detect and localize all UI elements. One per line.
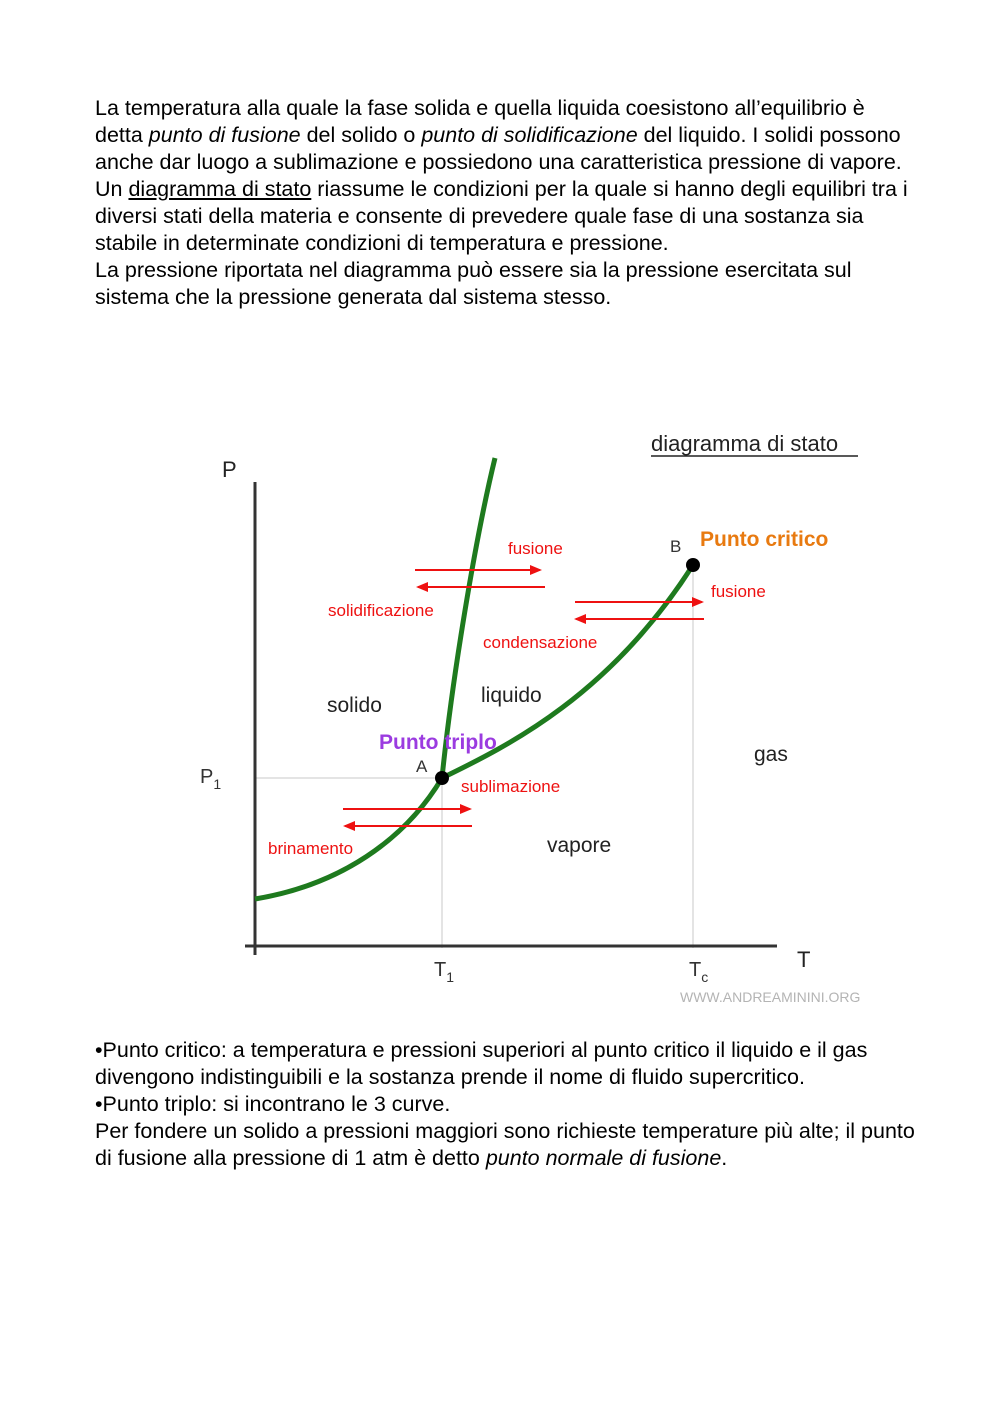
label-sublimazione: sublimazione <box>461 777 561 796</box>
fusion-curve <box>442 458 495 778</box>
term-punto-di-solidificazione: punto di solidificazione <box>421 123 638 147</box>
region-solid-label: solido <box>327 694 382 717</box>
region-gas-label: gas <box>754 743 788 766</box>
paragraph-melting-point <box>95 95 915 176</box>
region-liquid-label: liquido <box>481 684 542 707</box>
notes-text <box>95 1037 915 1172</box>
term-diagramma-di-stato: diagramma di stato <box>128 177 312 201</box>
paragraph-normal-melting-point <box>95 1118 915 1172</box>
label-brinamento: brinamento <box>268 839 354 858</box>
text-run: del liquido. I solidi possono anche dar luogo a sublimazione e possiedono una caratteristica pressione di vapore. <box>95 123 902 174</box>
point-b-label: B <box>670 537 682 556</box>
paragraph-phase-diagram <box>95 176 915 257</box>
text-run: . <box>721 1146 728 1170</box>
label-fusione: fusione <box>508 539 563 558</box>
tick-p1: $P_1$ <box>200 766 222 792</box>
intro-text <box>95 95 915 311</box>
label-condensazione: condensazione <box>483 633 598 652</box>
region-vapor-label: vapore <box>547 834 612 857</box>
text-run: La temperatura alla quale la fase solida e quella liquida coesistono all’equilibrio è detta <box>95 96 865 147</box>
label-fusione-2: fusione <box>711 582 766 601</box>
term-punto-di-fusione: punto di fusione <box>148 123 301 147</box>
tick-t1: $T_1$ <box>434 959 455 985</box>
phase-diagram <box>190 420 910 1020</box>
diagram-title: diagramma di stato <box>651 431 839 456</box>
text-run: riassume le condizioni per la quale si hanno degli equilibri tra i diversi stati della materia e consente di prevedere quale fase di una sostanza sia stabile in determinate condizioni di temperatura e pressione. <box>95 177 908 255</box>
paragraph-pressure: La pressione riportata nel diagramma può essere sia la pressione esercitata sul sistema che la pressione generata dal sistema stesso. <box>95 258 852 309</box>
term-punto-normale-di-fusione: punto normale di fusione <box>485 1146 722 1170</box>
critical-point-label: Punto critico <box>700 528 829 551</box>
point-a-label: A <box>416 757 428 776</box>
axis-label-p: P <box>222 457 237 482</box>
text-run: Per fondere un solido a pressioni maggiori sono richieste temperature più alte; il punto di fusione alla pressione di 1 atm è detto <box>95 1119 915 1170</box>
triple-point-dot <box>435 771 449 785</box>
bullet-triple-point: •Punto triplo: si incontrano le 3 curve. <box>95 1092 451 1116</box>
bullet-critical-point: •Punto critico: a temperatura e pressioni superiori al punto critico il liquido e il gas divengono indistinguibili e la sostanza prende il nome di fluido supercritico. <box>95 1038 868 1089</box>
critical-point-dot <box>686 558 700 572</box>
axis-label-t: T <box>797 947 811 972</box>
tick-tc: $T_c$ <box>689 959 709 985</box>
text-run: Un <box>95 177 129 201</box>
phase-diagram-figure <box>190 420 910 1025</box>
text-run: del solido o <box>300 123 422 147</box>
triple-point-label: Punto triplo <box>379 731 497 754</box>
watermark: WWW.ANDREAMININI.ORG <box>680 989 861 1005</box>
label-solidificazione: solidificazione <box>328 601 434 620</box>
